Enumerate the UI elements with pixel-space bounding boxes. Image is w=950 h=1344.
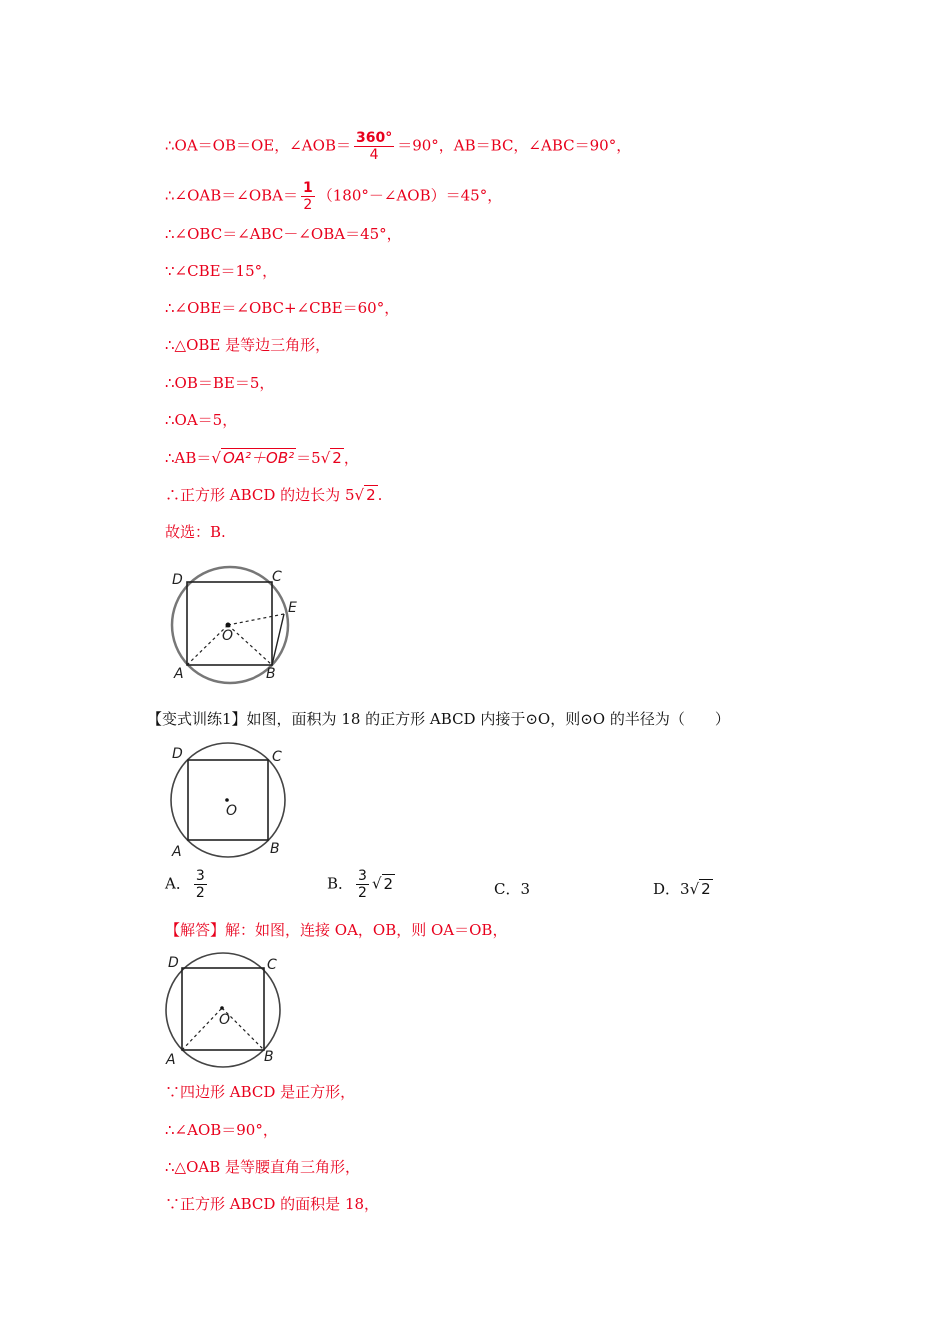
- segment-ob: [228, 625, 272, 665]
- label-c: C: [267, 957, 277, 973]
- option-label: C．3: [494, 880, 531, 898]
- solution-line-4: ∵∠CBE＝15°，: [165, 262, 278, 280]
- fraction-3-over-2: [194, 868, 207, 901]
- center-point: [226, 623, 231, 628]
- text: ∴∠OAB＝∠OBA＝: [165, 186, 298, 205]
- answer-line-5: ∵正方形 ABCD 的面积是 18，: [165, 1195, 380, 1213]
- numerator: 360°: [355, 130, 393, 146]
- text: （180°－∠AOB）＝45°，: [317, 186, 503, 205]
- solution-line-5: ∴∠OBE＝∠OBC+∠CBE＝60°，: [165, 299, 400, 317]
- text: ∴AB＝: [165, 449, 212, 467]
- fraction-3-over-2: [356, 868, 369, 901]
- solution-line-6: ∴△OBE 是等边三角形，: [165, 336, 331, 354]
- solution-line-3: ∴∠OBC＝∠ABC－∠OBA＝45°，: [165, 225, 402, 243]
- denominator: 4: [369, 147, 379, 163]
- label-a: A: [172, 844, 182, 860]
- text: ∴正方形 ABCD 的边长为 5: [165, 486, 355, 504]
- label-e: E: [288, 600, 297, 616]
- solution-line-8: ∴OA＝5，: [165, 411, 238, 429]
- option-a[interactable]: [165, 868, 210, 901]
- label-b: B: [270, 841, 280, 857]
- figure-square-with-oa-ob: [160, 948, 300, 1073]
- text: .: [377, 486, 383, 504]
- label-d: D: [172, 746, 183, 762]
- solution-line-9: [165, 448, 359, 468]
- center-point: [220, 1006, 224, 1010]
- solution-line-1: [165, 130, 631, 163]
- label-d: D: [168, 955, 179, 971]
- label-c: C: [272, 569, 282, 585]
- segment-oe: [228, 614, 284, 625]
- label-b: B: [266, 666, 276, 682]
- sqrt-2: √ 2: [354, 486, 376, 504]
- numerator: 3: [358, 868, 367, 884]
- radicand: 2: [383, 874, 394, 893]
- segment-oa: [182, 1008, 222, 1050]
- answer-line-2: ∵四边形 ABCD 是正方形，: [165, 1083, 356, 1101]
- text: ＝5: [296, 449, 321, 467]
- label-a: A: [166, 1052, 176, 1068]
- text: ＝90°，AB＝BC，∠ABC＝90°，: [397, 136, 632, 155]
- label-o: O: [226, 803, 238, 819]
- label-c: C: [272, 749, 282, 765]
- option-label: D．3: [653, 880, 690, 898]
- option-label: B．: [327, 874, 354, 893]
- figure-square-inscribed: [160, 738, 300, 863]
- text: ∴OA＝OB＝OE，∠AOB＝: [165, 136, 351, 155]
- answer-line-4: ∴△OAB 是等腰直角三角形，: [165, 1158, 361, 1176]
- radicand: 2: [701, 880, 711, 898]
- denominator: 2: [195, 885, 205, 901]
- numerator: 3: [195, 868, 205, 884]
- fraction-1-over-2: [301, 180, 315, 213]
- option-d[interactable]: [653, 878, 713, 899]
- option-b[interactable]: [327, 868, 395, 901]
- label-b: B: [264, 1049, 274, 1065]
- exercise-title: 【变式训练1】如图，面积为 18 的正方形 ABCD 内接于⊙O，则⊙O 的半径为（ ）: [147, 710, 730, 728]
- sqrt-2: √ 2: [689, 880, 711, 898]
- option-label: A．: [165, 874, 191, 893]
- solution-line-10: [165, 485, 382, 505]
- label-o: O: [219, 1012, 231, 1028]
- sqrt-2: √ 2: [320, 449, 342, 467]
- solution-line-7: ∴OB＝BE＝5，: [165, 374, 275, 392]
- label-o: O: [222, 628, 234, 644]
- denominator: 2: [358, 885, 367, 901]
- center-point: [225, 798, 229, 802]
- figure-square-circle-with-e: [160, 565, 310, 690]
- radicand: 2: [366, 486, 376, 504]
- denominator: 2: [303, 197, 313, 213]
- answer-line-3: ∴∠AOB＝90°，: [165, 1121, 278, 1139]
- numerator: 1: [303, 180, 313, 196]
- sqrt-2: √ 2: [371, 874, 394, 893]
- option-c[interactable]: [494, 878, 530, 899]
- fraction-360-over-4: [354, 130, 394, 163]
- radicand: OA²＋OB²: [222, 449, 295, 467]
- label-a: A: [174, 666, 184, 682]
- solution-line-11: 故选：B.: [165, 523, 226, 541]
- answer-line-1: 【解答】解：如图，连接 OA，OB，则 OA＝OB，: [165, 921, 508, 939]
- sqrt-expression: √ OA²＋OB²: [211, 449, 295, 467]
- radicand: 2: [332, 449, 342, 467]
- solution-line-2: [165, 180, 502, 213]
- label-d: D: [172, 572, 183, 588]
- text: ，: [343, 449, 359, 467]
